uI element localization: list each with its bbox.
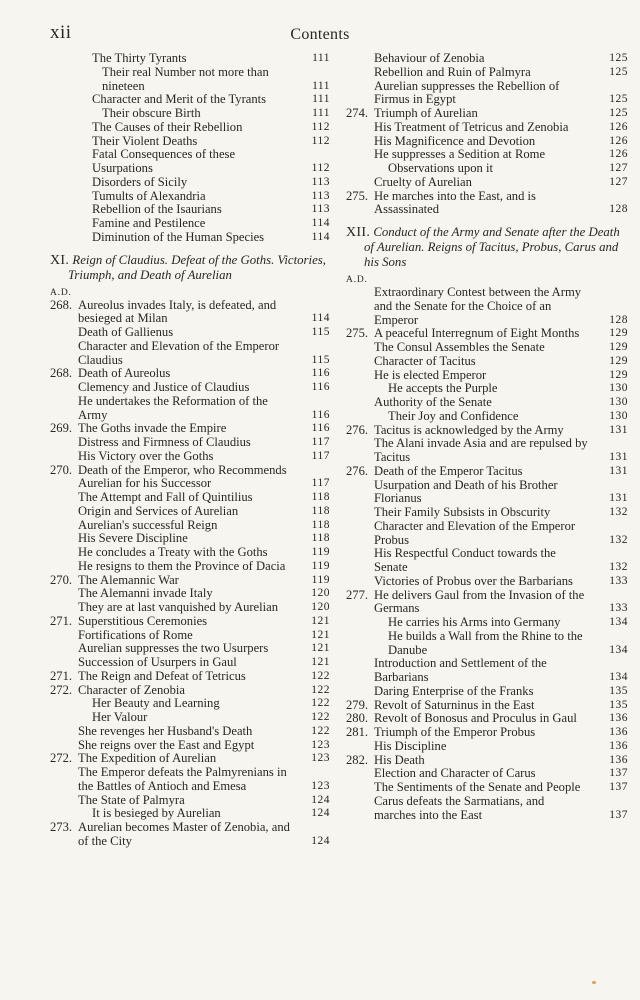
toc-entry <box>50 739 330 753</box>
entry-year: 273. <box>50 820 73 834</box>
toc-entry <box>346 410 628 424</box>
entry-title: He delivers Gaul from the Invasion of the Germans <box>374 587 585 616</box>
entry-page-number: 123 <box>311 779 330 792</box>
entry-page-number: 125 <box>609 93 628 106</box>
entry-title: They are at last vanquished by Aurelian <box>78 600 279 614</box>
entry-title: Disorders of Sicily <box>92 174 188 189</box>
entry-page-number: 128 <box>609 313 628 326</box>
toc-entry <box>50 587 330 601</box>
section-title: Conduct of the Army and Senate after the Death of Aurelian. Reigns of Tacitus, Probus, Carus and his Sons <box>364 225 620 269</box>
entry-title: He builds a Wall from the Rhine to the Danube <box>388 628 583 657</box>
entry-title: Carus defeats the Sarmatians, and marches into the East <box>374 793 545 822</box>
toc-entry <box>346 148 628 162</box>
entry-year: 268. <box>50 297 73 312</box>
toc-entry <box>346 616 628 630</box>
right-entries <box>346 286 628 822</box>
entry-title: Their Family Subsists in Obscurity <box>374 505 551 519</box>
entry-title: Character and Elevation of the Emperor Claudius <box>78 338 280 367</box>
entry-page-number: 116 <box>311 381 330 393</box>
entry-page-number: 132 <box>609 533 628 546</box>
entry-page-number: 122 <box>311 669 330 682</box>
entry-title: Rebellion of the Isaurians <box>92 202 222 217</box>
entry-title: Succession of Usurpers in Gaul <box>78 655 237 669</box>
entry-title: Aurelian suppresses the Rebellion of Firmus in Egypt <box>374 78 560 107</box>
toc-entry <box>346 382 628 396</box>
entry-page-number: 130 <box>609 409 628 422</box>
entry-page-number: 130 <box>609 382 628 395</box>
toc-entry <box>50 340 330 368</box>
toc-entry <box>50 176 330 190</box>
toc-entry <box>346 286 628 327</box>
toc-entry <box>50 93 330 107</box>
entry-title: Origin and Services of Aurelian <box>78 503 239 518</box>
entry-title: The Alemannic War <box>78 572 179 587</box>
entry-page-number: 116 <box>311 367 330 380</box>
entry-page-number: 121 <box>311 628 330 641</box>
entry-title: Character of Tacitus <box>374 353 476 368</box>
entry-page-number: 126 <box>609 134 628 147</box>
entry-title: His Discipline <box>374 738 447 753</box>
ad-label: A.D. <box>50 287 72 298</box>
entry-page-number: 121 <box>311 642 330 655</box>
toc-entry <box>346 107 628 121</box>
entry-page-number: 128 <box>609 203 628 216</box>
entry-title: Election and Character of Carus <box>374 766 536 781</box>
entry-title: Tumults of Alexandria <box>92 188 206 203</box>
entry-title: Death of Gallienus <box>78 325 174 339</box>
entry-year: 268. <box>50 366 73 381</box>
entry-page-number: 114 <box>311 230 330 243</box>
entry-year: 271. <box>50 613 73 628</box>
entry-page-number: 121 <box>311 656 330 668</box>
entry-page-number: 120 <box>311 601 330 613</box>
toc-entry <box>346 657 628 685</box>
toc-entry <box>50 217 330 231</box>
entry-page-number: 127 <box>609 175 628 188</box>
entry-title: Fortifications of Rome <box>78 627 193 642</box>
entry-title: He undertakes the Reformation of the Army <box>78 393 268 422</box>
entry-page-number: 125 <box>609 52 628 64</box>
toc-entry <box>50 684 330 698</box>
entry-title: Her Valour <box>92 710 148 724</box>
toc-entry <box>346 66 628 80</box>
entry-title: Superstitious Ceremonies <box>78 613 208 628</box>
entry-page-number: 114 <box>311 217 330 229</box>
section-heading-xi <box>50 253 330 283</box>
entry-title: The Reign and Defeat of Tetricus <box>78 668 246 683</box>
entry-title: Revolt of Bonosus and Proculus in Gaul <box>374 711 577 726</box>
toc-entry <box>346 190 628 218</box>
entry-title: Death of the Emperor, who Recommends Aurelian for his Successor <box>78 462 287 491</box>
toc-entry <box>50 821 330 849</box>
entry-title: Their Violent Deaths <box>92 133 198 148</box>
entry-page-number: 118 <box>311 518 330 531</box>
toc-entry <box>50 52 330 66</box>
entry-title: The Thirty Tyrants <box>92 51 187 65</box>
section-number: XII. <box>346 225 371 240</box>
entry-page-number: 115 <box>311 353 330 366</box>
entry-page-number: 129 <box>609 354 628 367</box>
toc-entry <box>50 135 330 149</box>
entry-page-number: 123 <box>311 738 330 751</box>
entry-page-number: 120 <box>311 587 330 600</box>
entry-title: Behaviour of Zenobia <box>374 51 485 65</box>
toc-entry <box>346 754 628 768</box>
entry-page-number: 112 <box>311 120 330 133</box>
entry-page-number: 129 <box>609 341 628 353</box>
entry-page-number: 117 <box>311 436 330 448</box>
entry-title: Their real Number not more than nineteen <box>102 64 269 93</box>
entry-page-number: 121 <box>311 614 330 627</box>
entry-page-number: 135 <box>609 684 628 697</box>
entry-title: Usurpation and Death of his Brother Florianus <box>374 477 558 506</box>
toc-entry <box>50 670 330 684</box>
left-column <box>50 52 330 849</box>
entry-title: Cruelty of Aurelian <box>374 174 472 189</box>
toc-entry <box>346 726 628 740</box>
entry-year: 270. <box>50 462 73 477</box>
entry-page-number: 136 <box>609 739 628 752</box>
toc-entry <box>346 589 628 617</box>
entry-title: Character of Zenobia <box>78 682 185 697</box>
entry-page-number: 124 <box>311 834 330 847</box>
entry-page-number: 125 <box>609 65 628 78</box>
entry-page-number: 116 <box>311 422 330 435</box>
right-column <box>346 52 628 822</box>
toc-entry <box>50 491 330 505</box>
entry-page-number: 112 <box>311 134 330 147</box>
toc-entry <box>346 740 628 754</box>
entry-title: His Victory over the Goths <box>78 448 214 463</box>
entry-page-number: 117 <box>311 449 330 462</box>
entry-page-number: 134 <box>609 616 628 628</box>
entry-title: Distress and Firmness of Claudius <box>78 435 251 449</box>
toc-entry <box>346 630 628 658</box>
entry-page-number: 134 <box>609 671 628 683</box>
entry-title: The Alemanni invade Italy <box>78 586 213 601</box>
entry-page-number: 130 <box>609 396 628 408</box>
entry-title: Death of Aureolus <box>78 366 171 381</box>
entry-title: Aurelian becomes Master of Zenobia, and of the City <box>78 820 290 848</box>
toc-entry <box>50 107 330 121</box>
entry-title: Revolt of Saturninus in the East <box>374 697 535 712</box>
entry-title: The Consul Assembles the Senate <box>374 340 545 354</box>
entry-year: 276. <box>346 463 369 478</box>
left-entries <box>50 299 330 849</box>
entry-title: The Sentiments of the Senate and People <box>374 780 581 794</box>
entry-page-number: 137 <box>609 808 628 821</box>
toc-entry <box>346 506 628 520</box>
entry-year: 269. <box>50 421 73 436</box>
entry-year: 275. <box>346 188 369 203</box>
entry-page-number: 126 <box>609 120 628 133</box>
toc-entry <box>346 767 628 781</box>
section-heading-xii <box>346 225 628 270</box>
entry-title: Their Joy and Confidence <box>388 408 519 423</box>
entry-page-number: 115 <box>311 326 330 338</box>
left-top-entries <box>50 52 330 245</box>
entry-title: His Severe Discipline <box>78 531 188 546</box>
entry-title: His Magnificence and Devotion <box>374 133 536 148</box>
running-title: Contents <box>290 26 350 43</box>
entry-year: 276. <box>346 422 369 437</box>
entry-page-number: 126 <box>609 148 628 161</box>
entry-page-number: 111 <box>312 107 330 119</box>
entry-year: 281. <box>346 725 369 739</box>
entry-title: Diminution of the Human Species <box>92 229 265 244</box>
toc-entry <box>50 766 330 794</box>
toc-entry <box>50 629 330 643</box>
entry-title: Triumph of the Emperor Probus <box>374 725 536 739</box>
entry-title: Rebellion and Ruin of Palmyra <box>374 64 531 79</box>
toc-entry <box>50 148 330 176</box>
entry-year: 280. <box>346 711 369 726</box>
toc-entry <box>346 135 628 149</box>
entry-title: Character and Merit of the Tyrants <box>92 92 267 107</box>
toc-entry <box>346 781 628 795</box>
toc-entry <box>50 395 330 423</box>
entry-page-number: 129 <box>609 368 628 381</box>
toc-entry <box>50 794 330 808</box>
entry-page-number: 135 <box>609 698 628 711</box>
entry-page-number: 119 <box>311 546 330 558</box>
toc-entry <box>346 80 628 108</box>
toc-entry <box>50 560 330 574</box>
entry-title: His Death <box>374 752 425 767</box>
entry-title: Aurelian's successful Reign <box>78 517 218 532</box>
entry-page-number: 131 <box>609 423 628 436</box>
entry-year: 270. <box>50 572 73 587</box>
entry-page-number: 118 <box>311 532 330 545</box>
entry-page-number: 133 <box>609 602 628 615</box>
entry-page-number: 125 <box>609 107 628 119</box>
paper-speck <box>592 981 596 984</box>
entry-title: She reigns over the East and Egypt <box>78 737 255 752</box>
entry-title: Victories of Probus over the Barbarians <box>374 573 573 588</box>
entry-year: 279. <box>346 697 369 712</box>
entry-page-number: 113 <box>311 189 330 202</box>
toc-entry <box>50 450 330 464</box>
toc-entry <box>50 203 330 217</box>
entry-title: Famine and Pestilence <box>92 216 206 230</box>
entry-page-number: 118 <box>311 491 330 503</box>
entry-page-number: 129 <box>609 327 628 340</box>
entry-page-number: 132 <box>609 561 628 573</box>
entry-page-number: 136 <box>609 726 628 738</box>
entry-page-number: 116 <box>311 408 330 421</box>
toc-entry <box>346 437 628 465</box>
entry-year: 277. <box>346 587 369 602</box>
toc-entry <box>50 656 330 670</box>
toc-entry <box>346 327 628 341</box>
toc-entry <box>346 712 628 726</box>
entry-page-number: 133 <box>609 574 628 587</box>
toc-entry <box>50 752 330 766</box>
entry-title: Introduction and Settlement of the Barbarians <box>374 656 547 684</box>
entry-title: Authority of the Senate <box>374 395 492 409</box>
entry-title: He marches into the East, and is Assassinated <box>374 188 536 217</box>
toc-entry <box>346 121 628 135</box>
toc-entry <box>346 341 628 355</box>
toc-entry <box>50 546 330 560</box>
entry-title: A peaceful Interregnum of Eight Months <box>374 326 580 341</box>
entry-page-number: 112 <box>311 162 330 174</box>
entry-title: He carries his Arms into Germany <box>388 615 561 629</box>
toc-entry <box>50 464 330 492</box>
toc-entry <box>346 396 628 410</box>
toc-entry <box>50 190 330 204</box>
toc-entry <box>50 299 330 327</box>
entry-page-number: 119 <box>311 559 330 572</box>
toc-entry <box>50 711 330 725</box>
entry-page-number: 131 <box>609 451 628 463</box>
right-top-entries <box>346 52 628 217</box>
entry-title: Clemency and Justice of Claudius <box>78 380 250 394</box>
entry-page-number: 134 <box>609 643 628 656</box>
entry-year: 272. <box>50 682 73 697</box>
entry-title: Her Beauty and Learning <box>92 696 220 711</box>
entry-title: Fatal Consequences of these Usurpations <box>92 147 236 175</box>
entry-page-number: 111 <box>312 93 330 106</box>
entry-title: He accepts the Purple <box>388 381 498 396</box>
entry-title: His Respectful Conduct towards the Senate <box>374 546 556 574</box>
entry-page-number: 124 <box>311 807 330 820</box>
section-title: Reign of Claudius. Defeat of the Goths. Victories, Triumph, and Death of Aurelian <box>68 252 326 282</box>
entry-page-number: 117 <box>311 477 330 490</box>
entry-year: 282. <box>346 752 369 767</box>
entry-page-number: 118 <box>311 504 330 517</box>
toc-entry <box>50 422 330 436</box>
toc-entry <box>50 697 330 711</box>
entry-title: Their obscure Birth <box>102 106 201 120</box>
toc-entry <box>50 505 330 519</box>
entry-title: The Attempt and Fall of Quintilius <box>78 490 253 504</box>
entry-title: He resigns to them the Province of Dacia <box>78 558 286 573</box>
toc-entry <box>346 162 628 176</box>
entry-title: Aurelian suppresses the two Usurpers <box>78 641 269 656</box>
toc-entry <box>50 381 330 395</box>
entry-year: 272. <box>50 751 73 766</box>
entry-title: The Goths invade the Empire <box>78 421 227 436</box>
entry-title: Extraordinary Contest between the Army and the Senate for the Choice of an Emperor <box>374 285 582 327</box>
page-number: xii <box>50 22 72 43</box>
toc-entry <box>50 807 330 821</box>
entry-page-number: 113 <box>311 203 330 216</box>
entry-title: Daring Enterprise of the Franks <box>374 683 534 698</box>
entry-title: She revenges her Husband's Death <box>78 723 253 738</box>
entry-title: He is elected Emperor <box>374 367 487 382</box>
entry-page-number: 124 <box>311 793 330 806</box>
entry-title: The Alani invade Asia and are repulsed by Tacitus <box>374 436 588 464</box>
entry-page-number: 137 <box>609 767 628 780</box>
entry-page-number: 122 <box>311 683 330 696</box>
entry-title: Death of the Emperor Tacitus <box>374 463 523 478</box>
entry-page-number: 111 <box>312 52 330 64</box>
entry-title: He concludes a Treaty with the Goths <box>78 545 268 559</box>
toc-entry <box>50 725 330 739</box>
entry-title: The Emperor defeats the Palmyrenians in the Battles of Antioch and Emesa <box>78 765 287 793</box>
entry-title: He suppresses a Sedition at Rome <box>374 147 546 162</box>
toc-entry <box>346 795 628 823</box>
entry-page-number: 122 <box>311 711 330 723</box>
toc-entry <box>50 436 330 450</box>
toc-entry <box>346 176 628 190</box>
toc-entry <box>346 479 628 507</box>
entry-year: 274. <box>346 106 369 120</box>
entry-title: Observations upon it <box>388 161 493 175</box>
entry-page-number: 113 <box>311 175 330 188</box>
entry-title: It is besieged by Aurelian <box>92 806 221 821</box>
entry-title: The Expedition of Aurelian <box>78 751 217 766</box>
entry-page-number: 119 <box>311 573 330 586</box>
toc-entry <box>346 424 628 438</box>
entry-year: 271. <box>50 668 73 683</box>
entry-page-number: 136 <box>609 712 628 725</box>
entry-page-number: 122 <box>311 697 330 710</box>
toc-entry <box>346 465 628 479</box>
toc-entry <box>50 574 330 588</box>
toc-entry <box>50 326 330 340</box>
toc-entry <box>50 601 330 615</box>
entry-page-number: 131 <box>609 492 628 505</box>
toc-entry <box>50 66 330 94</box>
toc-entry <box>346 369 628 383</box>
toc-entry <box>346 575 628 589</box>
entry-page-number: 114 <box>311 312 330 325</box>
entry-year: 275. <box>346 326 369 341</box>
entry-page-number: 123 <box>311 752 330 765</box>
toc-entry <box>50 519 330 533</box>
toc-entry <box>50 231 330 245</box>
ad-label: A.D. <box>346 275 368 285</box>
entry-title: Aureolus invades Italy, is defeated, and besieged at Milan <box>78 297 277 326</box>
toc-entry <box>346 547 628 575</box>
toc-entry <box>50 121 330 135</box>
entry-title: Triumph of Aurelian <box>374 106 478 120</box>
entry-title: The State of Palmyra <box>78 792 185 807</box>
toc-entry <box>346 52 628 66</box>
section-number: XI. <box>50 252 70 268</box>
entry-title: Tacitus is acknowledged by the Army <box>374 422 564 437</box>
toc-entry <box>50 532 330 546</box>
entry-page-number: 137 <box>609 781 628 793</box>
entry-page-number: 122 <box>311 724 330 737</box>
toc-entry <box>346 699 628 713</box>
entry-page-number: 111 <box>312 79 330 92</box>
entry-title: The Causes of their Rebellion <box>92 119 243 134</box>
entry-page-number: 132 <box>609 506 628 518</box>
entry-page-number: 127 <box>609 162 628 174</box>
entry-page-number: 131 <box>609 464 628 477</box>
toc-entry <box>346 355 628 369</box>
entry-title: His Treatment of Tetricus and Zenobia <box>374 119 569 134</box>
entry-title: Character and Elevation of the Emperor Probus <box>374 518 576 547</box>
entry-page-number: 136 <box>609 753 628 766</box>
toc-entry <box>346 520 628 548</box>
toc-entry <box>50 615 330 629</box>
toc-entry <box>50 367 330 381</box>
toc-entry <box>346 685 628 699</box>
toc-entry <box>50 642 330 656</box>
